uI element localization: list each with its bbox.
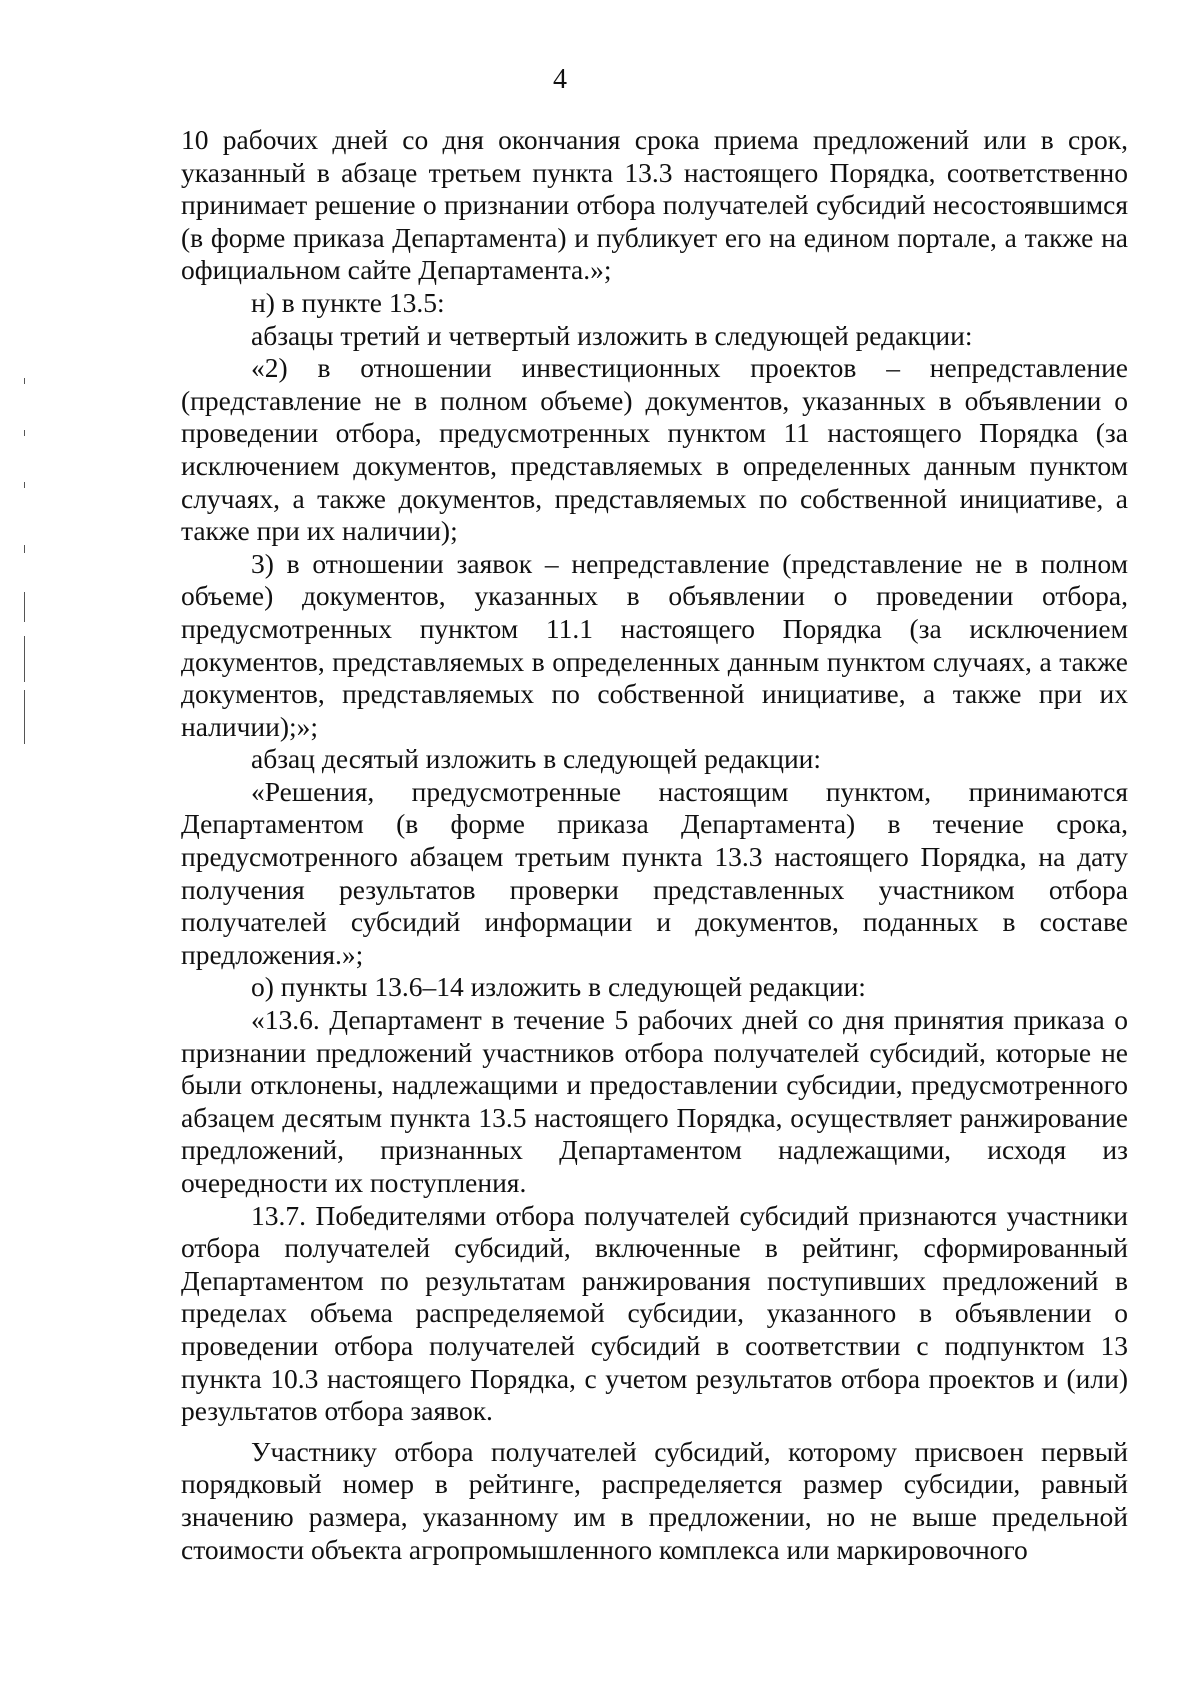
- paragraph-6: абзац десятый изложить в следующей редакции:: [251, 743, 822, 775]
- scan-mark: [24, 592, 25, 622]
- scan-margin-marks: [0, 0, 40, 1708]
- scan-mark: [24, 378, 25, 384]
- paragraph-3: абзацы третий и четвертый изложить в следующей редакции:: [251, 319, 973, 351]
- scan-mark: [24, 430, 25, 436]
- paragraph-7: «Решения, предусмотренные настоящим пунктом, принимаются Департаментом (в форме приказа Департамента) в течение срока, предусмотренного абзацем третьим пункта 13.3 настоящего Порядка, на дату получения результатов проверки представленных участником отбора получателей субсидий информации и документов, поданных в составе предложения.»;: [181, 775, 1128, 970]
- scan-mark: [24, 482, 25, 488]
- scan-mark: [24, 690, 25, 744]
- paragraph-10: 13.7. Победителями отбора получателей субсидий признаются участники отбора получателей субсидий, включенные в рейтинг, сформированный Департаментом по результатам ранжирования поступивших предложений в пределах объема распределяемой субсидии, указанного в объявлении о проведении отбора получателей субсидий в соответствии с подпунктом 13 пункта 10.3 настоящего Порядка, с учетом результатов отбора проектов и (или) результатов отбора заявок.: [181, 1199, 1128, 1427]
- document-body: [181, 124, 1128, 1566]
- paragraph-9: «13.6. Департамент в течение 5 рабочих дней со дня принятия приказа о признании предложений участников отбора получателей субсидий, которые не были отклонены, надлежащими и предоставлении субсидии, предусмотренного абзацем десятым пункта 13.5 настоящего Порядка, осуществляет ранжирование предложений, признанных Департаментом надлежащими, исходя из очередности их поступления.: [181, 1004, 1128, 1198]
- scan-mark: [24, 636, 25, 682]
- scan-mark: [24, 545, 25, 553]
- page-number: 4: [553, 64, 567, 95]
- paragraph-8: о) пункты 13.6–14 изложить в следующей редакции:: [251, 971, 866, 1003]
- paragraph-5: 3) в отношении заявок – непредставление (представление не в полном объеме) документов, указанных в объявлении о проведении отбора, предусмотренных пунктом 11.1 настоящего Порядка (за исключением документов, представляемых в определенных данным пунктом случаях, а также документов, представляемых по собственной инициативе, а также при их наличии);»;: [181, 547, 1128, 742]
- paragraph-1: 10 рабочих дней со дня окончания срока приема предложений или в срок, указанный в абзаце третьем пункта 13.3 настоящего Порядка, соответственно принимает решение о признании отбора получателей субсидий несостоявшимся (в форме приказа Департамента) и публикует его на едином портале, а также на официальном сайте Департамента.»;: [181, 124, 1128, 286]
- paragraph-4: «2) в отношении инвестиционных проектов – непредставление (представление не в полном объеме) документов, указанных в объявлении о проведении отбора, предусмотренных пунктом 11 настоящего Порядка (за исключением документов, представляемых в определенных данным пунктом случаях, а также документов, представляемых по собственной инициативе, а также при их наличии);: [181, 352, 1128, 547]
- paragraph-11: Участнику отбора получателей субсидий, которому присвоен первый порядковый номер в рейтинге, распределяется размер субсидии, равный значению размера, указанному им в предложении, но не выше предельной стоимости объекта агропромышленного комплекса или маркировочного: [181, 1435, 1128, 1565]
- paragraph-2: н) в пункте 13.5:: [251, 286, 445, 318]
